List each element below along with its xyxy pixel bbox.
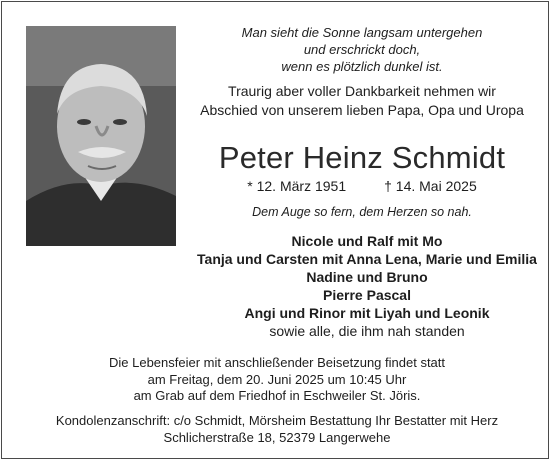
ceremony-line: Die Lebensfeier mit anschließender Beisetzung findet statt — [108, 355, 446, 370]
mourner-line: Angi und Rinor mit Liyah und Leonik — [244, 305, 490, 321]
portrait-illustration — [26, 26, 176, 246]
intro-line: Traurig aber voller Dankbarkeit nehmen wir — [228, 83, 496, 99]
mourner-line: Tanja und Carsten mit Anna Lena, Marie und Emilia — [197, 251, 537, 267]
ceremony-info — [2, 355, 550, 405]
verse-line: und erschrickt doch, — [303, 42, 421, 57]
birth-date: * 12. März 1951 — [247, 178, 347, 194]
mourner-line: Nadine und Bruno — [306, 269, 428, 285]
mourner-line: Nicole und Ralf mit Mo — [291, 233, 443, 249]
mourners-list — [152, 232, 550, 340]
ceremony-line: am Grab auf dem Friedhof in Eschweiler St. Jöris. — [133, 388, 421, 403]
verse-line: wenn es plötzlich dunkel ist. — [281, 59, 443, 74]
intro-line: Abschied von unserem lieben Papa, Opa und Uropa — [200, 102, 524, 118]
death-date: † 14. Mai 2025 — [384, 178, 477, 194]
motto: Dem Auge so fern, dem Herzen so nah. — [252, 205, 472, 219]
intro-text — [182, 82, 542, 120]
condolence-address — [2, 413, 550, 446]
life-dates — [182, 178, 542, 194]
address-line: Schlicherstraße 18, 52379 Langerwehe — [163, 429, 391, 445]
obituary-notice — [1, 1, 549, 459]
mourners-closing: sowie alle, die ihm nah standen — [269, 323, 465, 339]
ceremony-line: am Freitag, dem 20. Juni 2025 um 10:45 Uhr — [147, 371, 407, 387]
verse — [182, 24, 542, 75]
verse-line: Man sieht die Sonne langsam untergehen — [241, 25, 483, 40]
address-line: Kondolenzanschrift: c/o Schmidt, Mörsheim Bestattung Ihr Bestatter mit Herz — [55, 413, 499, 428]
deceased-name: Peter Heinz Schmidt — [218, 140, 506, 175]
mourner-line: Pierre Pascal — [323, 287, 411, 303]
portrait-photo — [26, 26, 176, 246]
